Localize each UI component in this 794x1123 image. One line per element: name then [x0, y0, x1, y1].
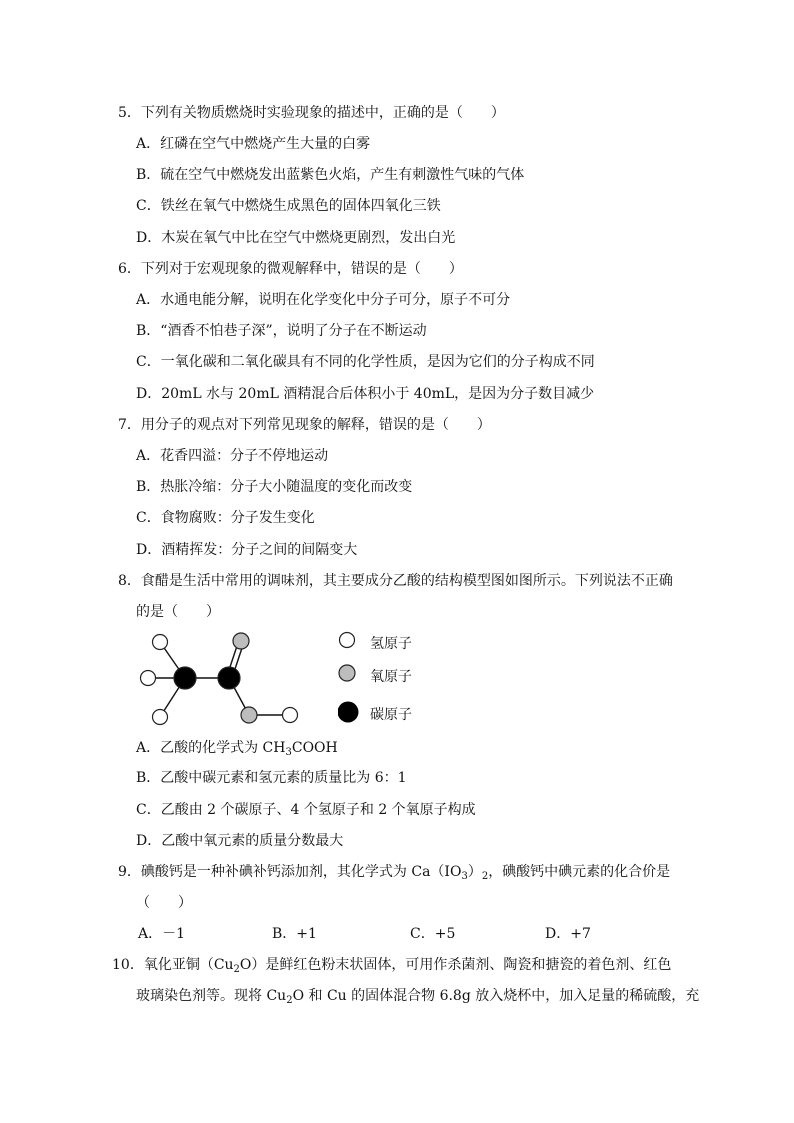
q10-text-1b: O）是鲜红色粉末状固体，可用作杀菌剂、陶瓷和搪瓷的着色剂、红色	[239, 957, 672, 973]
q6-option-a[interactable]: A．水通电能分解，说明在化学变化中分子可分，原子不可分	[136, 292, 511, 308]
oxygen-legend-icon	[338, 663, 358, 683]
oxygen-atom	[233, 633, 249, 649]
q10-text-1a: 10．氧化亚铜（Cu	[112, 957, 234, 973]
q10-sub-2: 2	[286, 995, 293, 1006]
legend-hydrogen-label: 氢原子	[370, 636, 412, 652]
hydrogen-atom	[283, 708, 298, 723]
q10-sub-1: 2	[233, 964, 240, 975]
q8-option-d[interactable]: D．乙酸中氧元素的质量分数最大	[136, 833, 344, 849]
legend-oxygen-label: 氧原子	[370, 669, 412, 685]
q9-option-c[interactable]: C．+5	[410, 926, 456, 942]
hydrogen-atom	[153, 710, 168, 725]
hydrogen-legend-icon	[338, 630, 358, 650]
legend-carbon-label: 碳原子	[370, 707, 412, 723]
q8-option-a-sub: 3	[285, 747, 292, 758]
q9-stem-sub1: 3	[461, 871, 468, 882]
q5-option-d[interactable]: D．木炭在氧气中比在空气中燃烧更剧烈，发出白光	[136, 230, 456, 246]
q5-option-b[interactable]: B．硫在空气中燃烧发出蓝紫色火焰，产生有刺激性气味的气体	[136, 167, 525, 183]
q5-option-c[interactable]: C．铁丝在氧气中燃烧生成黑色的固体四氧化三铁	[136, 198, 441, 214]
q8-option-c[interactable]: C．乙酸由 2 个碳原子、4 个氢原子和 2 个氧原子构成	[136, 802, 476, 818]
oxygen-atom	[241, 707, 257, 723]
q9-stem-sub2: 2	[481, 871, 489, 882]
q6-option-d[interactable]: D．20mL 水与 20mL 酒精混合后体积小于 40mL，是因为分子数目减少	[136, 386, 595, 402]
hydrogen-atom	[141, 671, 156, 686]
q10-text-2a: 玻璃染色剂等。现将 Cu	[136, 988, 287, 1004]
q9-options-row	[0, 924, 794, 944]
q9-stem-text-end: ，碘酸钙中碘元素的化合价是	[488, 864, 671, 880]
q9-option-b[interactable]: B．+1	[272, 926, 317, 942]
q10-stem-line2	[136, 986, 699, 1006]
q8-stem-line2: 的是（ ）	[136, 604, 220, 620]
q7-option-a[interactable]: A．花香四溢：分子不停地运动	[136, 448, 329, 464]
q5-option-a[interactable]: A．红磷在空气中燃烧产生大量的白雾	[136, 136, 371, 152]
q8-option-a-text: A．乙酸的化学式为 CH	[136, 740, 286, 756]
q10-stem-line1	[112, 955, 671, 975]
acetic-acid-molecule-model	[130, 626, 320, 726]
q7-stem: 7．用分子的观点对下列常见现象的解释，错误的是（ ）	[118, 417, 491, 433]
q9-stem-paren: ）	[467, 864, 482, 880]
carbon-atom	[218, 667, 240, 689]
q6-option-c[interactable]: C．一氧化碳和二氧化碳具有不同的化学性质，是因为它们的分子构成不同	[136, 354, 595, 370]
q9-option-d[interactable]: D．+7	[545, 926, 591, 942]
q8-option-a-text-end: COOH	[291, 740, 338, 756]
q6-stem: 6．下列对于宏观现象的微观解释中，错误的是（ ）	[118, 261, 463, 277]
q9-option-a[interactable]: A．－1	[138, 926, 186, 942]
q7-option-d[interactable]: D．酒精挥发：分子之间的间隔变大	[136, 542, 358, 558]
q7-option-c[interactable]: C．食物腐败：分子发生变化	[136, 510, 315, 526]
q6-option-b[interactable]: B．“酒香不怕巷子深”，说明了分子在不断运动	[136, 323, 427, 339]
q9-stem	[118, 862, 670, 882]
q8-stem-line1: 8．食醋是生活中常用的调味剂，其主要成分乙酸的结构模型图如图所示。下列说法不正确	[118, 573, 673, 589]
q10-text-2b: O 和 Cu 的固体混合物 6.8g 放入烧杯中，加入足量的稀硫酸，充	[292, 988, 700, 1004]
carbon-legend-icon	[338, 700, 362, 724]
q8-option-a[interactable]	[136, 738, 338, 758]
q8-option-b[interactable]: B．乙酸中碳元素和氢元素的质量比为 6：1	[136, 770, 407, 786]
carbon-atom	[174, 667, 196, 689]
hydrogen-atom	[153, 635, 168, 650]
q9-stem-text: 9．碘酸钙是一种补碘补钙添加剂，其化学式为 Ca（IO	[118, 864, 462, 880]
q9-answer-paren: （ ）	[136, 895, 192, 911]
q7-option-b[interactable]: B．热胀冷缩：分子大小随温度的变化而改变	[136, 479, 413, 495]
q5-stem: 5．下列有关物质燃烧时实验现象的描述中，正确的是（ ）	[118, 105, 505, 121]
